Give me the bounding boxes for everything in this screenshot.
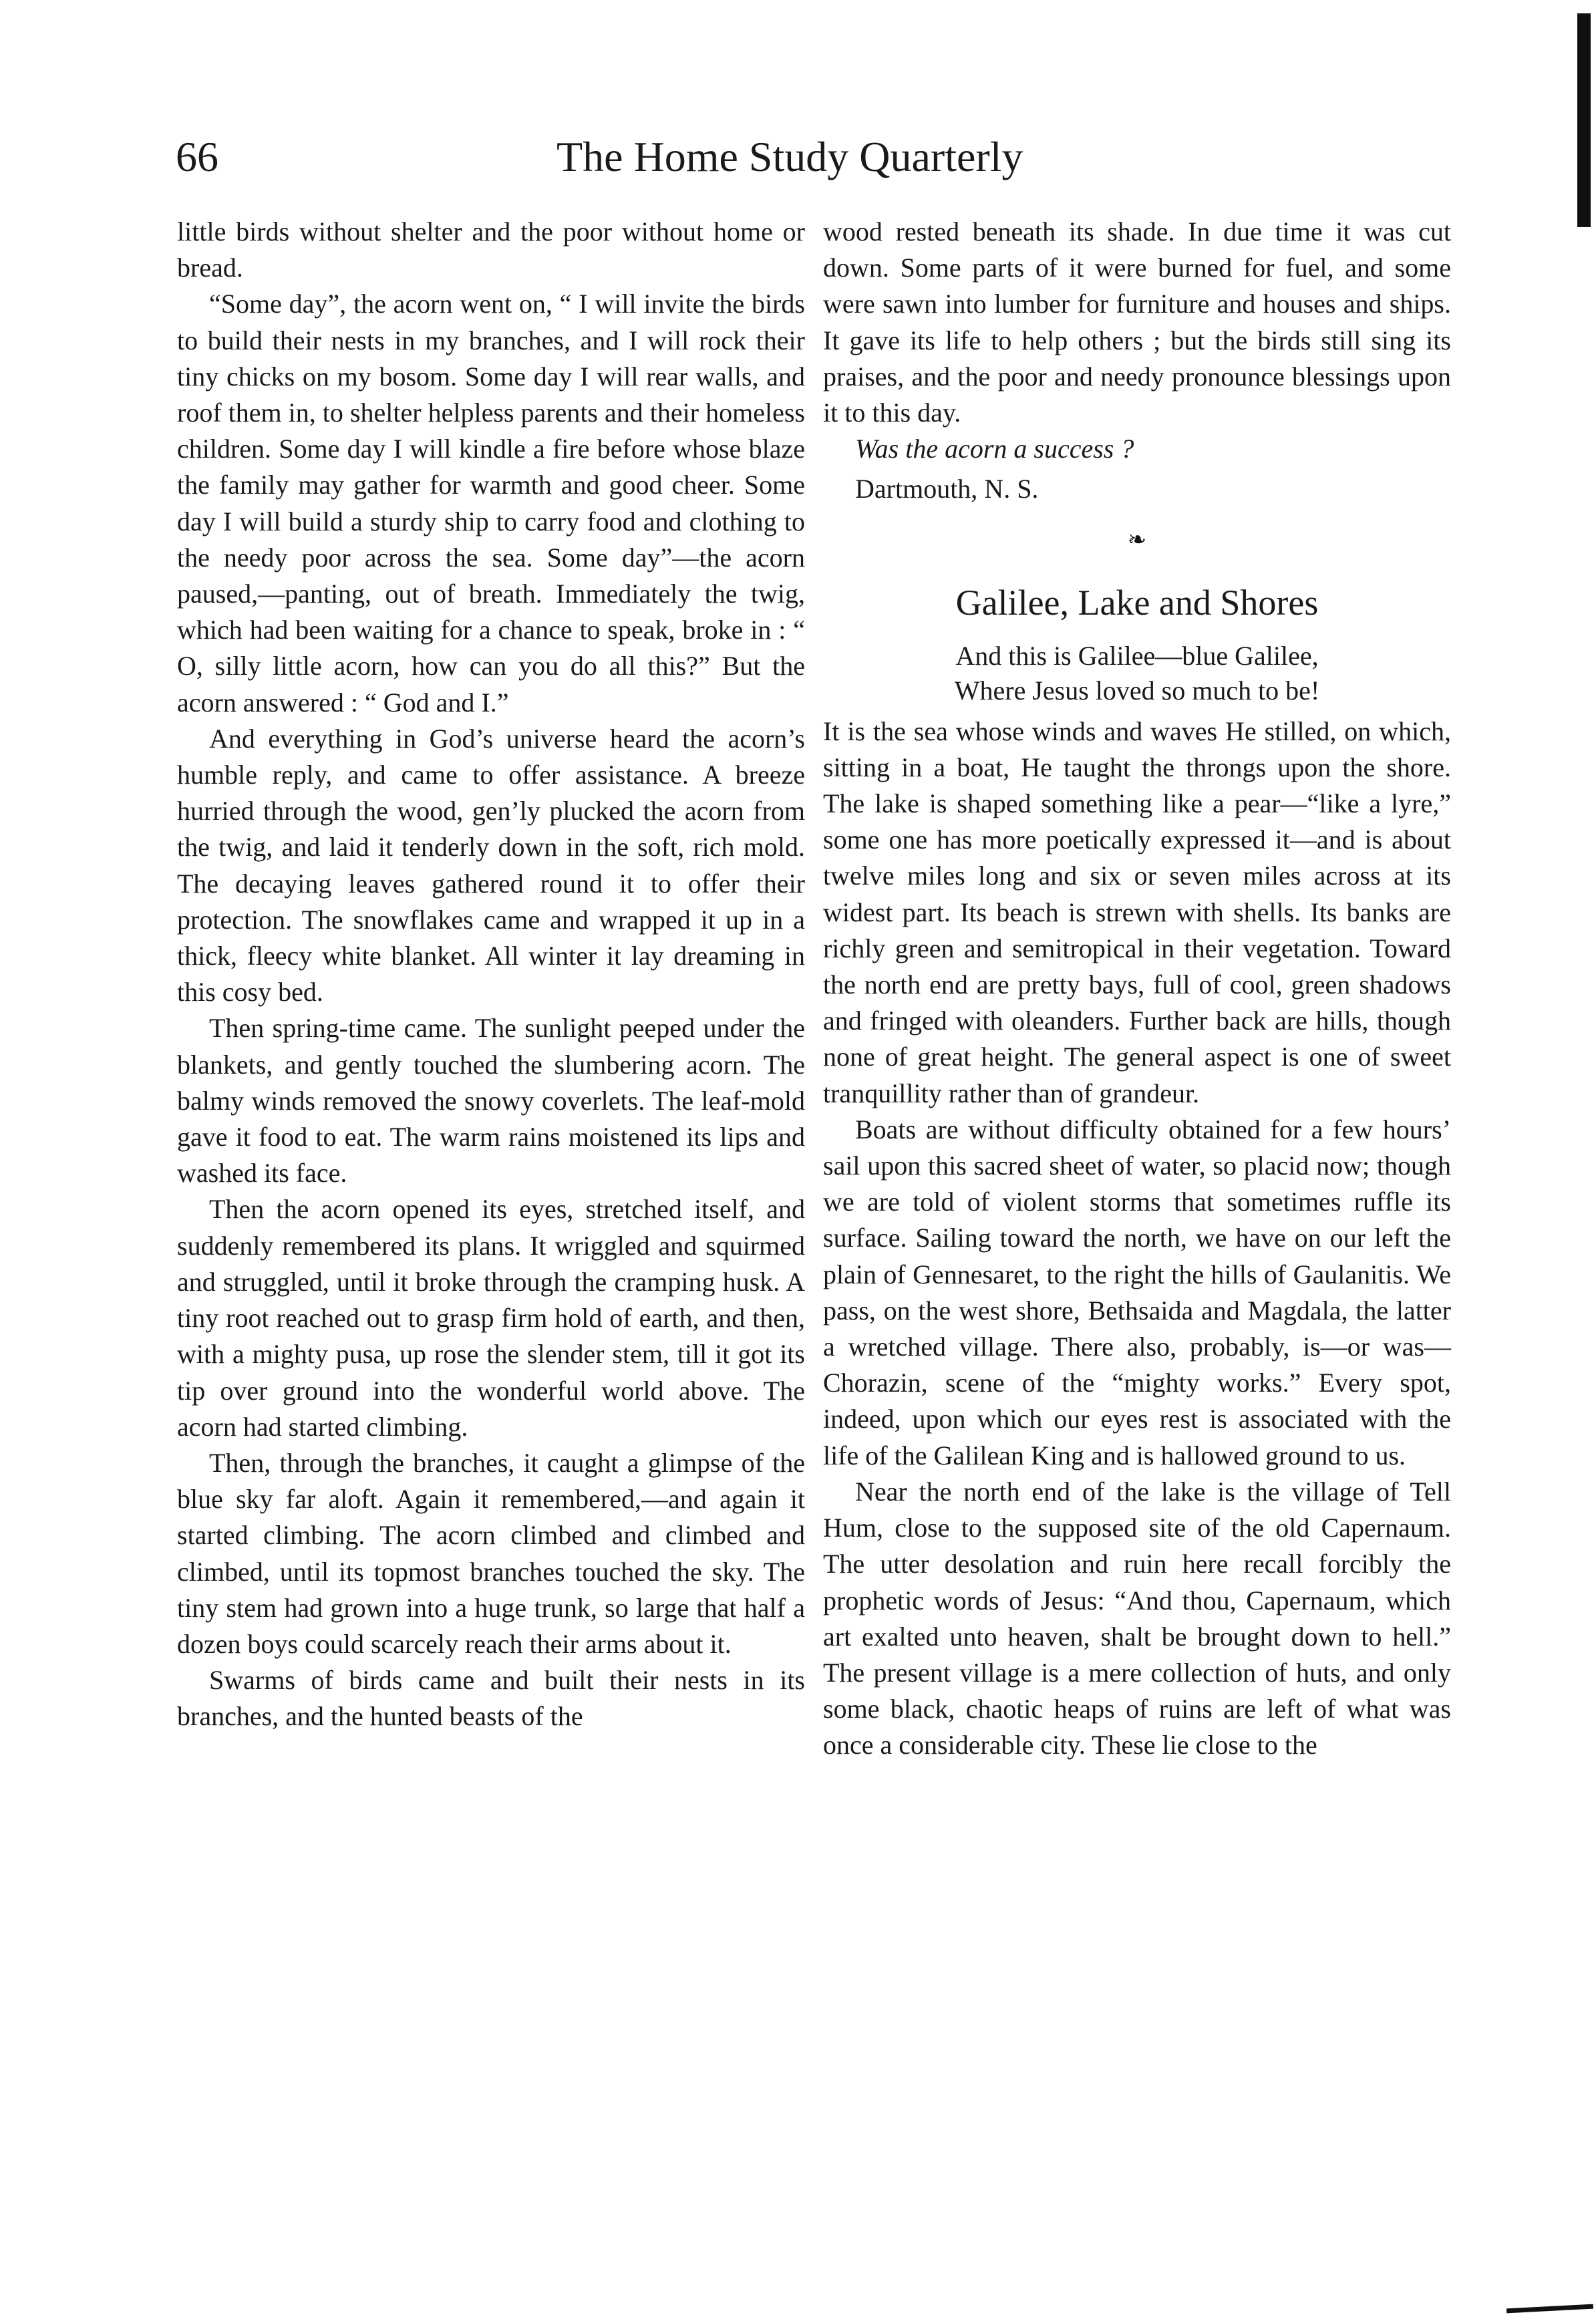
paragraph: And everything in God’s universe heard the acorn’s humble reply, and came to offer assistance. A breeze hurried through the wood, gen’ly plucked the acorn from the twig, and laid it tenderly down in the soft, rich mold. The decaying leaves gathered round it to offer their protection. The snowflakes came and wrapped it up in a thick, fleecy white blanket. All winter it lay dreaming in this cosy bed. <box>177 723 805 1008</box>
ornament-icon: ❧ <box>1127 527 1147 553</box>
paragraph: It is the sea whose winds and waves He stilled, on which, sitting in a boat, He taught the throngs upon the shore. The lake is shaped something like a pear—“like a lyre,” some one has more poetically expressed it—and is about twelve miles long and six or seven miles across at its widest part. Its beach is strewn with shells. Its banks are richly green and semitropical in their vegetation. Toward the north end are pretty bays, full of cool, green shadows and fringed with oleanders. Further back are hills, though none of great height. The general aspect is one of sweet tranquillity rather than of grandeur. <box>823 716 1451 1108</box>
paragraph: little birds without shelter and the poor without home or bread. <box>177 216 805 283</box>
scan-edge-mark <box>1577 13 1591 227</box>
dateline: Dartmouth, N. S. <box>855 474 1039 504</box>
left-column <box>177 214 805 1735</box>
verse-line: Where Jesus loved so much to be! <box>954 675 1320 706</box>
scan-edge-mark <box>1506 2304 1593 2314</box>
running-title: The Home Study Quarterly <box>556 133 1023 180</box>
paragraph: Boats are without difficulty obtained for a few hours’ sail upon this sacred sheet of water, so placid now; though we are told of violent storms that sometimes ruffle its surface. Sailing toward the north, we have on our left the plain of Gennesaret, to the right the hills of Gaulanitis. We pass, on the west shore, Bethsaida and Magdala, the latter a wretched village. There also, probably, is—or was—Chorazin, scene of the “mighty works.” Every spot, indeed, upon which our eyes rest is associated with the life of the Galilean King and is hallowed ground to us. <box>823 1114 1451 1470</box>
page-header <box>176 127 1071 187</box>
paragraph: Then spring-time came. The sunlight peeped under the blankets, and gently touched the slumbering acorn. The balmy winds removed the snowy coverlets. The leaf-mold gave it food to eat. The warm rains moistened its lips and washed its face. <box>177 1013 805 1189</box>
paragraph: Then the acorn opened its eyes, stretched itself, and suddenly remembered its plans. It wriggled and squirmed and struggled, until it broke through the cramping husk. A tiny root reached out to grasp firm hold of earth, and then, with a mighty pusa, up rose the slender stem, till it got its tip over ground into the wonderful world above. The acorn had started climbing. <box>177 1194 805 1442</box>
paragraph: Swarms of birds came and built their nests in its branches, and the hunted beasts of the <box>177 1665 805 1732</box>
verse-line: And this is Galilee—blue Galilee, <box>955 640 1319 671</box>
section-title: Galilee, Lake and Shores <box>955 582 1319 623</box>
paragraph: Near the north end of the lake is the village of Tell Hum, close to the supposed site of the old Capernaum. The utter desolation and ruin here recall forcibly the prophetic words of Jesus: “And thou, Capernaum, which art exalted unto heaven, shalt be brought down to hell.” The present village is a mere collection of huts, and only some black, chaotic heaps of ruins are left of what was once a considerable city. These lie close to the <box>823 1476 1451 1760</box>
paragraph: wood rested beneath its shade. In due time it was cut down. Some parts of it were burned for fuel, and some were sawn into lumber for furniture and houses and ships. It gave its life to help others ; but the birds still sing its praises, and the poor and needy pronounce blessings upon it to this day. <box>823 216 1451 428</box>
paragraph: “Some day”, the acorn went on, “ I will invite the birds to build their nests in my branches, and I will rock their tiny chicks on my bosom. Some day I will rear walls, and roof them in, to shelter helpless parents and their homeless children. Some day I will kindle a fire before whose blaze the family may gather for warmth and good cheer. Some day I will build a sturdy ship to carry food and clothing to the needy poor across the sea. Some day”—the acorn paused,—panting, out of breath. Immediately the twig, which had been waiting for a chance to speak, broke in : “ O, silly little acorn, how can you do all this?” But the acorn answered : “ God and I.” <box>177 289 805 718</box>
closing-question: Was the acorn a success ? <box>855 434 1134 464</box>
right-column <box>823 214 1451 1764</box>
page-number: 66 <box>176 133 218 180</box>
paragraph: Then, through the branches, it caught a glimpse of the blue sky far aloft. Again it remembered,—and again it started climbing. The acorn climbed and climbed and climbed, until its topmost branches touched the sky. The tiny stem had grown into a huge trunk, so large that half a dozen boys could scarcely reach their arms about it. <box>177 1447 805 1659</box>
